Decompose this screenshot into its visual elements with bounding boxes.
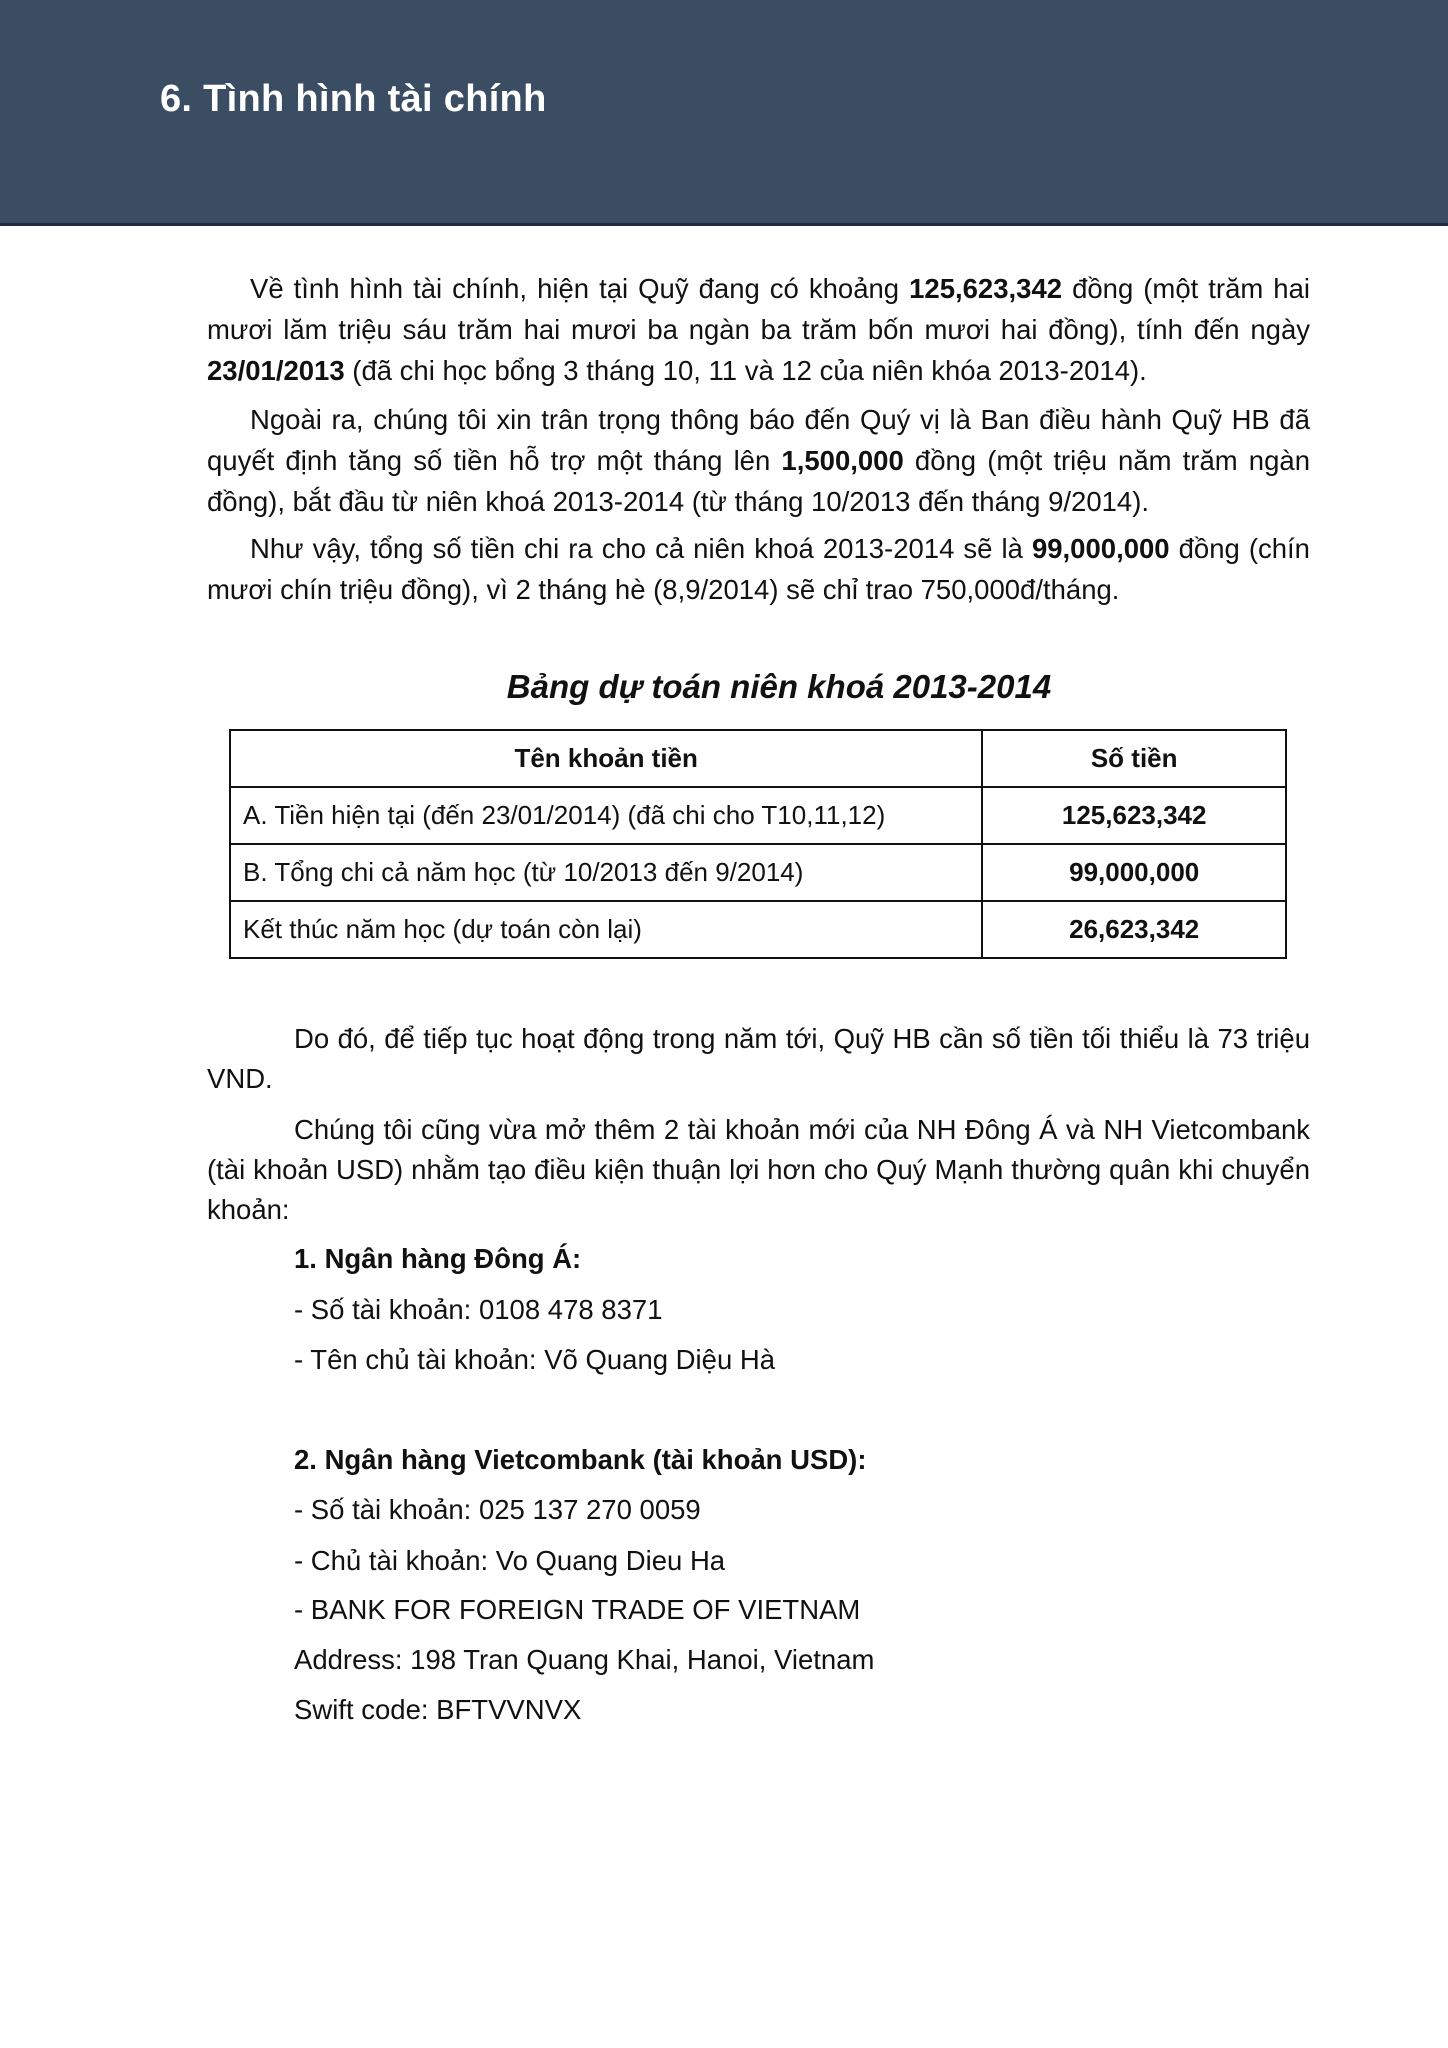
current-fund-amount: 125,623,342 (909, 273, 1063, 304)
row-label: B. Tổng chi cả năm học (từ 10/2013 đến 9/2014) (230, 844, 982, 901)
paragraph-new-accounts: Chúng tôi cũng vừa mở thêm 2 tài khoản mới của NH Đông Á và NH Vietcombank (tài khoản USD) nhằm tạo điều kiện thuận lợi hơn cho Quý Mạnh thường quân khi chuyển khoản: (207, 1114, 1310, 1225)
p3-text-a: Như vậy, tổng số tiền chi ra cho cả niên khoá 2013-2014 sẽ là (250, 533, 1032, 564)
paragraph-current-funds (207, 268, 1310, 391)
vietcombank-heading: 2. Ngân hàng Vietcombank (tài khoản USD): (294, 1444, 867, 1475)
row-amount: 26,623,342 (982, 901, 1286, 958)
row-amount: 125,623,342 (982, 787, 1286, 844)
donga-bank-heading: 1. Ngân hàng Đông Á: (294, 1243, 582, 1274)
p1-text-a: Về tình hình tài chính, hiện tại Quỹ đang có khoảng (250, 273, 910, 304)
table-row (230, 844, 1286, 901)
table-header-row (230, 730, 1286, 787)
row-amount: 99,000,000 (982, 844, 1286, 901)
p2-text-c: đồng (một triệu năm trăm ngàn đồng), bắt đầu từ niên khoá 2013-2014 (từ tháng 10/2013 đến tháng 9/2014). (207, 445, 1310, 517)
vietcombank-account-number: - Số tài khoản: 025 137 270 0059 (294, 1494, 701, 1525)
current-fund-date: 23/01/2013 (207, 355, 345, 386)
donga-account-number: - Số tài khoản: 0108 478 8371 (294, 1294, 663, 1325)
section-title: 6. Tình hình tài chính (160, 78, 547, 120)
total-spend-amount: 99,000,000 (1031, 533, 1170, 564)
p2-text-a: Ngoài ra, chúng tôi xin trân trọng thông báo đến Quý vị là Ban điều hành Quỹ HB đã quyết định tăng số tiền hỗ trợ một tháng lên (207, 404, 1310, 476)
row-label: A. Tiền hiện tại (đến 23/01/2014) (đã chi cho T10,11,12) (230, 787, 982, 844)
table-row (230, 787, 1286, 844)
column-header-amount: Số tiền (982, 730, 1286, 787)
vietcombank-address: Address: 198 Tran Quang Khai, Hanoi, Vietnam (294, 1644, 875, 1675)
table-row (230, 901, 1286, 958)
p1-text-e: (đã chi học bổng 3 tháng 10, 11 và 12 của niên khóa 2013-2014). (344, 355, 1147, 386)
paragraph-total-spend (207, 528, 1310, 610)
paragraph-minimum-need: Do đó, để tiếp tục hoạt động trong năm tới, Quỹ HB cần số tiền tối thiểu là 73 triệu VND. (207, 1023, 1310, 1094)
p3-text-c: đồng (chín mươi chín triệu đồng), vì 2 tháng hè (8,9/2014) sẽ chỉ trao 750,000đ/tháng. (207, 533, 1310, 605)
p1-text-c: đồng (một trăm hai mươi lăm triệu sáu trăm hai mươi ba ngàn ba trăm bốn mươi hai đồng), tính đến ngày (207, 273, 1310, 345)
donga-account-holder: - Tên chủ tài khoản: Võ Quang Diệu Hà (294, 1344, 776, 1375)
row-label: Kết thúc năm học (dự toán còn lại) (230, 901, 982, 958)
paragraph-monthly-increase (207, 399, 1310, 522)
vietcombank-swift-code: Swift code: BFTVVNVX (294, 1694, 582, 1725)
column-header-item: Tên khoản tiền (230, 730, 982, 787)
monthly-support-amount: 1,500,000 (781, 445, 904, 476)
vietcombank-account-holder: - Chủ tài khoản: Vo Quang Dieu Ha (294, 1545, 726, 1576)
budget-table (229, 729, 1287, 959)
budget-table-title: Bảng dự toán niên khoá 2013-2014 (506, 668, 1052, 705)
vietcombank-bank-name: - BANK FOR FOREIGN TRADE OF VIETNAM (294, 1594, 861, 1625)
section-header-band (0, 0, 1448, 226)
